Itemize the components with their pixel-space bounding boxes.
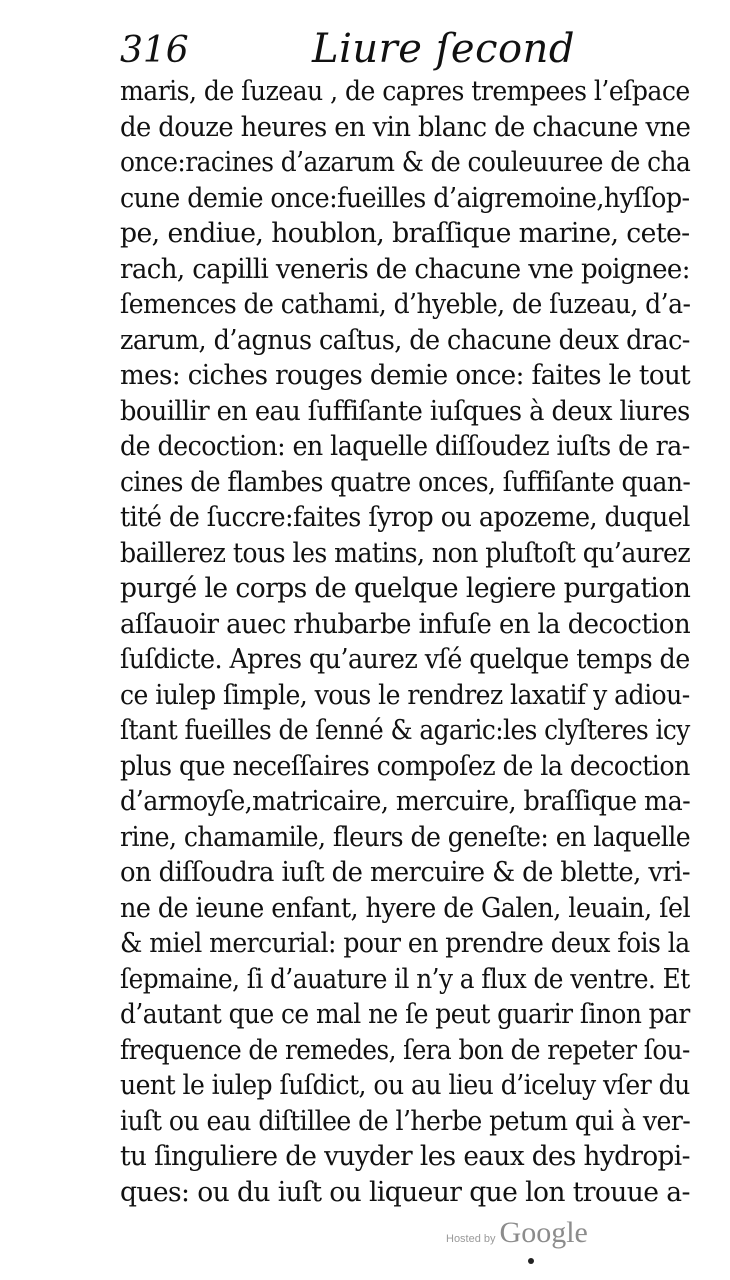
text-line: de decoction: en laquelle diſſoudez iuſts de ra- <box>120 431 690 462</box>
text-line: cines de flambes quatre onces, ſuffiſante quan- <box>120 466 691 498</box>
text-line: ques: ou du iuſt ou liqueur que lon trouue a- <box>120 1176 690 1208</box>
text-line: purgé le corps de quelque legiere purgation <box>120 573 691 604</box>
text-line: d’autant que ce mal ne ſe peut guarir ſinon par <box>120 999 690 1030</box>
body-text <box>120 74 690 1210</box>
ink-dot <box>528 1258 534 1264</box>
text-line: aſſauoir auec rhubarbe infuſe en la decoction <box>120 608 691 640</box>
text-line: plus que neceſſaires compoſez de la decoction <box>120 750 690 782</box>
text-line: once:racines d’azarum & de couleuuree de cha <box>120 147 691 178</box>
text-line: bouillir en eau ſuffiſante iuſques à deux liures <box>120 395 690 427</box>
hosted-by-google-watermark <box>446 1216 588 1250</box>
text-line: mes: ciches rouges demie once: faites le tout <box>120 360 691 391</box>
text-line: maris, de ſuzeau , de capres trempees l’eſpace <box>120 76 690 107</box>
text-line: ſepmaine, ſi d’auature il n’y a flux de ventre. Et <box>120 963 690 995</box>
text-line: de douze heures en vin blanc de chacune vne <box>120 111 691 143</box>
text-line: uent le iulep ſuſdict, ou au lieu d’iceluy vſer du <box>120 1070 690 1101</box>
text-line: tité de ſuccre:faites ſyrop ou apozeme, duquel <box>120 502 690 533</box>
text-line: ce iulep ſimple, vous le rendrez laxatif y adiou- <box>120 679 690 711</box>
text-line: ne de ieune enfant, hyere de Galen, leuain, ſel <box>120 892 691 924</box>
text-line: zarum, d’agnus caſtus, de chacune deux drac- <box>120 324 690 356</box>
watermark-prefix: Hosted by <box>446 1233 496 1245</box>
text-line: d’armoyſe,matricaire, mercuire, braſſique ma- <box>120 786 691 817</box>
text-line: baillerez tous les matins, non pluſtoſt qu’aurez <box>120 537 691 569</box>
text-line: rach, capilli veneris de chacune vne poignee: <box>120 253 690 285</box>
text-line: tu ſinguliere de vuyder les eaux des hydropi- <box>120 1141 690 1172</box>
google-logo: Google <box>499 1216 588 1249</box>
text-line: frequence de remedes, ſera bon de repeter ſou- <box>120 1034 690 1066</box>
running-title: Liure ſecond <box>312 26 575 72</box>
text-line: iuſt ou eau diſtillee de l’herbe petum qui à ver- <box>120 1105 691 1137</box>
text-line: ſtant fueilles de ſenné & agaric:les clyſteres icy <box>120 715 690 746</box>
text-line: cune demie once:fueilles d’aigremoine,hyſſop- <box>120 182 690 214</box>
text-line: ſuſdicte. Apres qu’aurez vſé quelque temps de <box>120 644 690 675</box>
text-line: ſemences de cathami, d’hyeble, de ſuzeau, d’a- <box>120 289 691 320</box>
text-line: & miel mercurial: pour en prendre deux fois la <box>120 928 690 959</box>
text-line: rine, chamamile, fleurs de geneſte: en laquelle <box>120 821 691 853</box>
page-number: 316 <box>120 30 189 71</box>
text-line: on diſſoudra iuſt de mercuire & de blette, vri- <box>120 857 690 888</box>
text-line: pe, endiue, houblon, braſſique marine, cete- <box>120 218 690 249</box>
